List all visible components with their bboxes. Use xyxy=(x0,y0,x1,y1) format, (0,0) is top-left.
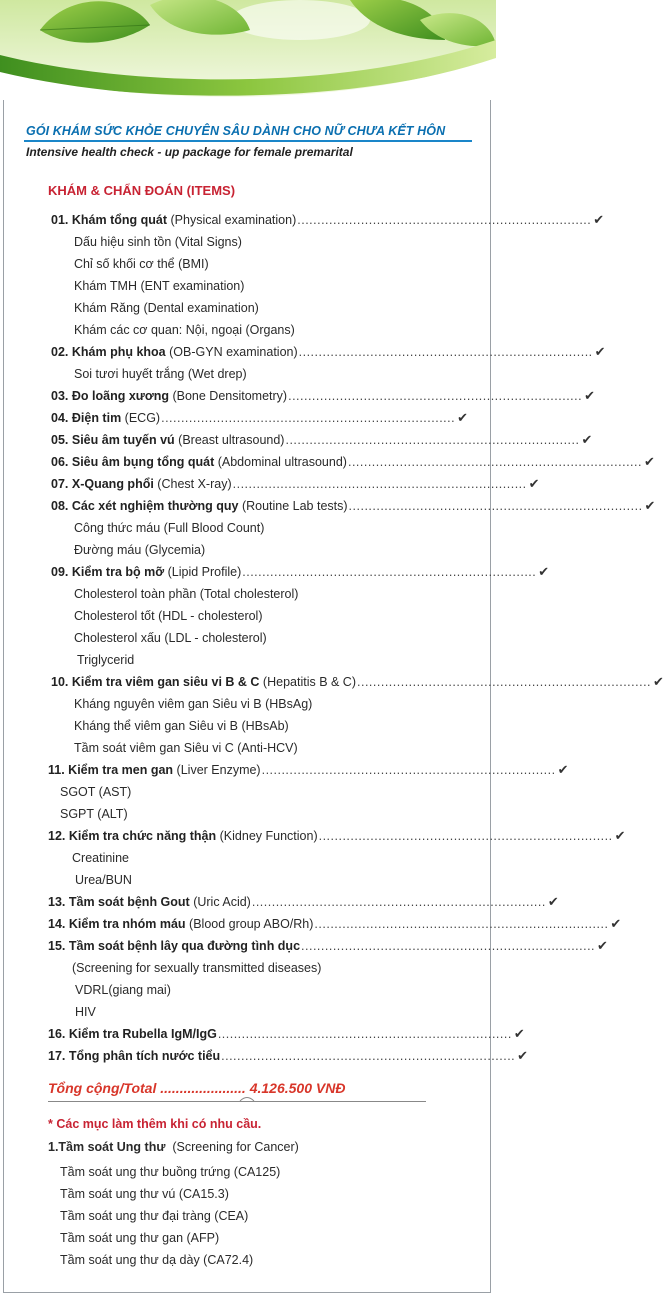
item-03: 03. Đo loãng xương (Bone Densitometry) .......................................................................... ✔ xyxy=(51,386,448,406)
sub-item: Khám TMH (ENT examination) xyxy=(74,279,245,293)
checkmark-icon: ✔ xyxy=(517,1048,529,1063)
cancer-item: Tầm soát ung thư buồng trứng (CA125) xyxy=(60,1165,281,1179)
sub-item: Cholesterol toàn phần (Total cholesterol) xyxy=(74,587,299,601)
checkmark-icon: ✔ xyxy=(593,212,605,227)
sub-item: Đường máu (Glycemia) xyxy=(74,543,206,557)
item-06: 06. Siêu âm bụng tổng quát (Abdominal ultrasound) .......................................................................... ✔ xyxy=(51,452,448,472)
sub-item: Urea/BUN xyxy=(75,873,132,887)
checkmark-icon: ✔ xyxy=(584,388,595,403)
item-14: 14. Kiểm tra nhóm máu (Blood group ABO/Rh) .......................................................................... ✔ xyxy=(48,914,448,934)
sub-item: HIV xyxy=(75,1005,96,1019)
item-05: 05. Siêu âm tuyến vú (Breast ultrasound) .......................................................................... ✔ xyxy=(51,430,448,450)
sub-item: Chỉ số khối cơ thể (BMI) xyxy=(74,257,209,271)
package-title-en: Intensive health check - up package for female premarital xyxy=(26,145,353,159)
checkmark-icon: ✔ xyxy=(457,410,468,425)
total-divider xyxy=(48,1101,426,1102)
sub-item: Công thức máu (Full Blood Count) xyxy=(74,521,265,535)
cancer-item: Tầm soát ung thư vú (CA15.3) xyxy=(60,1187,229,1201)
cancer-item: Tầm soát ung thư dạ dày (CA72.4) xyxy=(60,1253,254,1267)
checkmark-icon: ✔ xyxy=(643,454,655,469)
item-01: 01. Khám tổng quát (Physical examination) .......................................................................... ✔ xyxy=(51,210,448,230)
checkmark-icon: ✔ xyxy=(644,498,656,513)
sub-item: Kháng nguyên viêm gan Siêu vi B (HBsAg) xyxy=(74,697,313,711)
sub-item: Creatinine xyxy=(72,851,129,865)
leaf-banner-image xyxy=(0,0,496,100)
item-16: 16. Kiểm tra Rubella IgM/IgG .......................................................................... ✔ xyxy=(48,1024,448,1044)
checkmark-icon: ✔ xyxy=(581,432,593,447)
sub-item: Kháng thể viêm gan Siêu vi B (HBsAb) xyxy=(74,719,289,733)
checkmark-icon: ✔ xyxy=(597,938,608,953)
sub-item: Soi tươi huyết trắng (Wet drep) xyxy=(74,367,247,381)
checkmark-icon: ✔ xyxy=(557,762,569,777)
sub-item: Khám Răng (Dental examination) xyxy=(74,301,259,315)
cancer-item: Tầm soát ung thư gan (AFP) xyxy=(60,1231,220,1245)
sub-item: (Screening for sexually transmitted diseases) xyxy=(72,961,322,975)
item-12: 12. Kiểm tra chức năng thận (Kidney Function) .......................................................................... ✔ xyxy=(48,826,448,846)
item-10: 10. Kiểm tra viêm gan siêu vi B & C (Hepatitis B & C) .......................................................................... ✔ xyxy=(51,672,448,692)
sub-item: Khám các cơ quan: Nội, ngoại (Organs) xyxy=(74,323,295,337)
item-07: 07. X-Quang phổi (Chest X-ray) .......................................................................... ✔ xyxy=(51,474,448,494)
item-09: 09. Kiểm tra bộ mỡ (Lipid Profile) .......................................................................... ✔ xyxy=(51,562,448,582)
checkmark-icon: ✔ xyxy=(610,916,622,931)
checkmark-icon: ✔ xyxy=(594,344,606,359)
sub-item: Dấu hiệu sinh tồn (Vital Signs) xyxy=(74,235,242,249)
item-15: 15. Tầm soát bệnh lây qua đường tình dục .......................................................................... ✔ xyxy=(48,936,448,956)
sub-item: Tầm soát viêm gan Siêu vi C (Anti-HCV) xyxy=(74,741,298,755)
sub-item: Cholesterol xấu (LDL - cholesterol) xyxy=(74,631,267,645)
checkmark-icon: ✔ xyxy=(547,894,559,909)
item-17: 17. Tổng phân tích nước tiểu .......................................................................... ✔ xyxy=(48,1046,448,1066)
item-11: 11. Kiểm tra men gan (Liver Enzyme) .......................................................................... ✔ xyxy=(48,760,448,780)
sub-item: Triglycerid xyxy=(77,653,135,667)
item-02: 02. Khám phụ khoa (OB-GYN examination) .......................................................................... ✔ xyxy=(51,342,448,362)
title-underline xyxy=(24,140,472,142)
sub-item: Cholesterol tốt (HDL - cholesterol) xyxy=(74,609,263,623)
total-price: Tổng cộng/Total ...................... 4.126.500 VNĐ xyxy=(48,1080,346,1096)
checkmark-icon: ✔ xyxy=(653,674,664,689)
divider-ornament xyxy=(240,1097,254,1105)
cancer-item: Tầm soát ung thư đại tràng (CEA) xyxy=(60,1209,249,1223)
checkmark-icon: ✔ xyxy=(528,476,540,491)
item-13: 13. Tầm soát bệnh Gout (Uric Acid) .......................................................................... ✔ xyxy=(48,892,448,912)
item-08: 08. Các xét nghiệm thường quy (Routine Lab tests) .......................................................................... ✔ xyxy=(51,496,448,516)
sub-item: VDRL(giang mai) xyxy=(75,983,171,997)
checkmark-icon: ✔ xyxy=(614,828,626,843)
leaf-banner xyxy=(0,0,496,100)
item-04: 04. Điện tim (ECG) .......................................................................... ✔ xyxy=(51,408,448,428)
checkmark-icon: ✔ xyxy=(513,1026,525,1041)
sub-item: SGPT (ALT) xyxy=(60,807,128,821)
cancer-screening-heading: 1.Tầm soát Ung thư (Screening for Cancer) xyxy=(48,1140,299,1154)
package-title-vn: GÓI KHÁM SỨC KHỎE CHUYÊN SÂU DÀNH CHO NỮ CHƯA KẾT HÔN xyxy=(26,124,446,138)
extras-title: * Các mục làm thêm khi có nhu cầu. xyxy=(48,1117,262,1131)
checkmark-icon: ✔ xyxy=(538,564,550,579)
section-title: KHÁM & CHẨN ĐOÁN (ITEMS) xyxy=(48,183,236,198)
sub-item: SGOT (AST) xyxy=(60,785,132,799)
